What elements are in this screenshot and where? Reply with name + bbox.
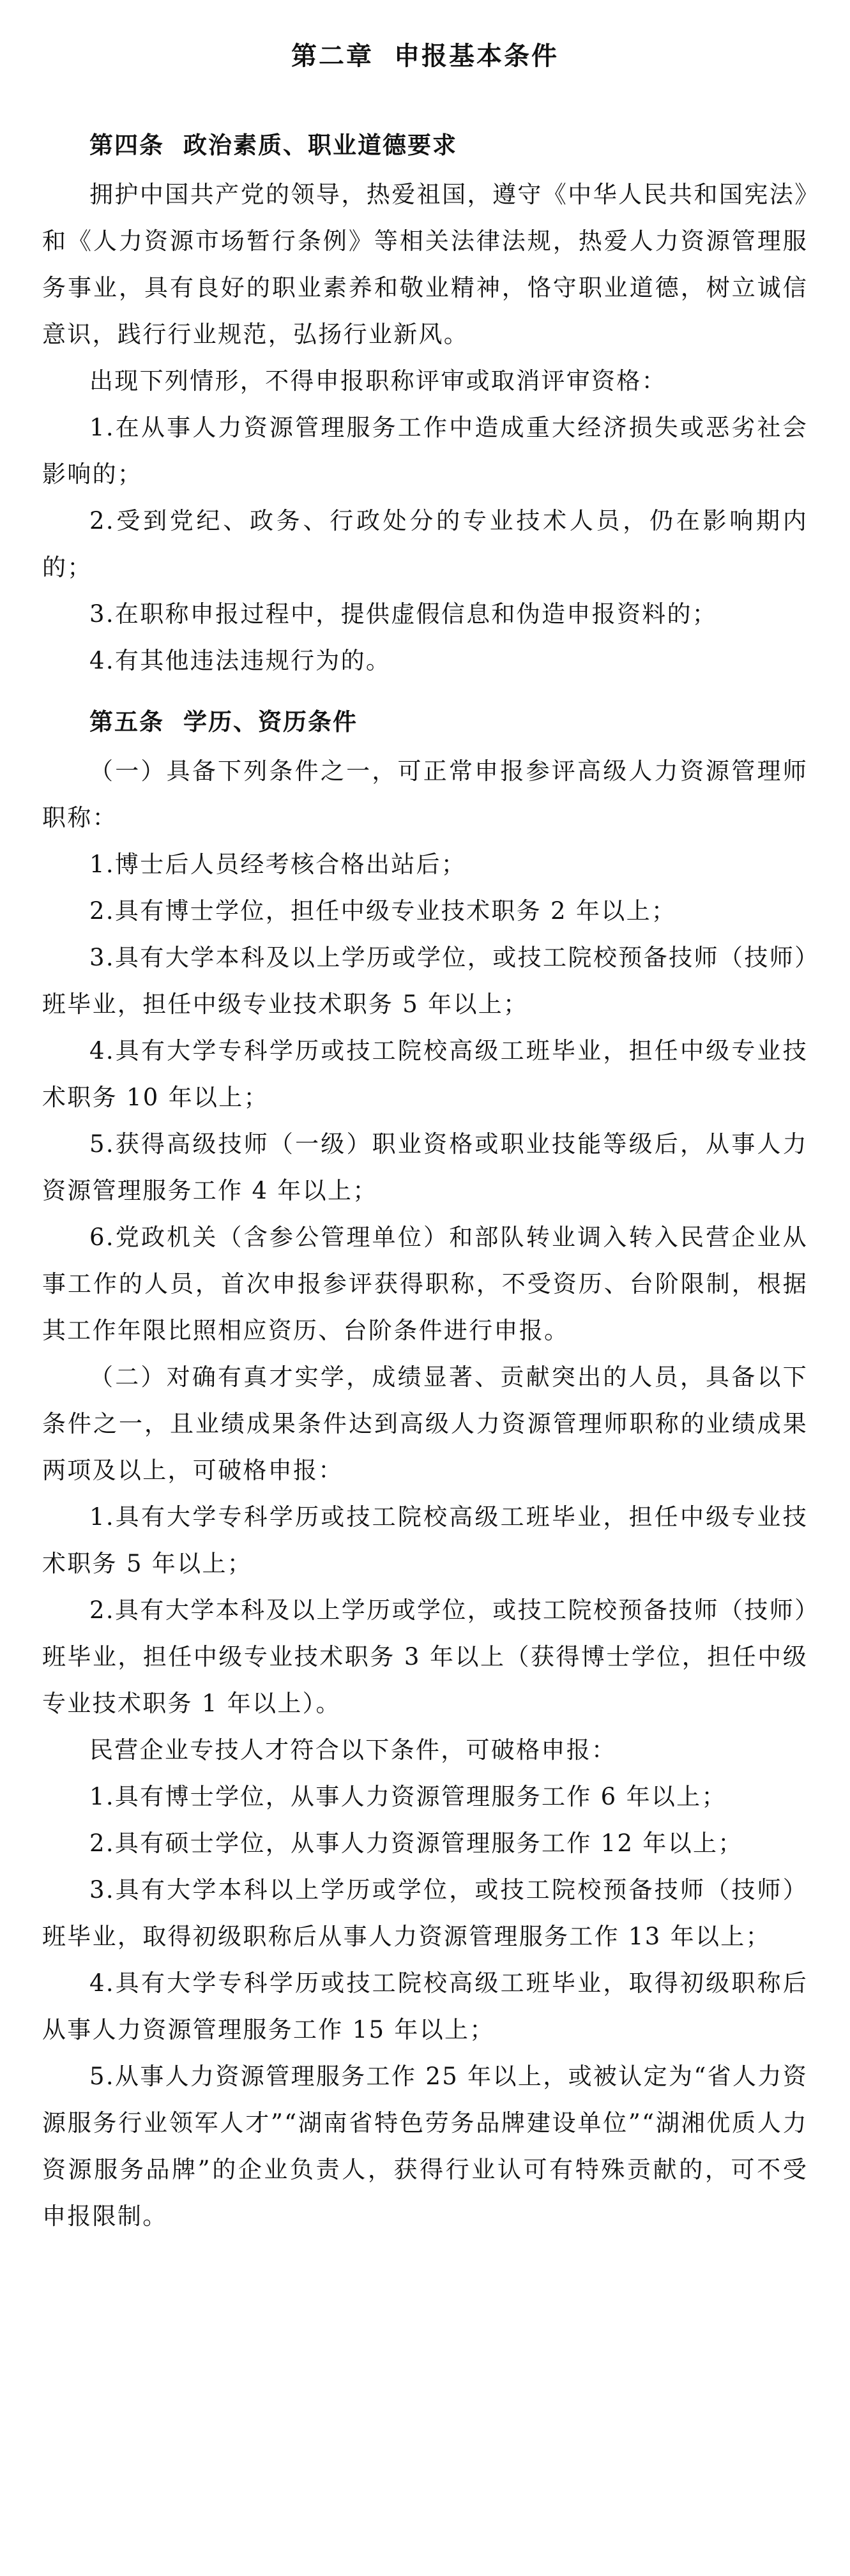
list-item: 3.具有大学本科以上学历或学位，或技工院校预备技师（技师）班毕业，取得初级职称后从事人力资源管理服务工作 13 年以上； [42, 1876, 808, 1950]
list-item: 2.受到党纪、政务、行政处分的专业技术人员，仍在影响期内的； [42, 507, 808, 581]
list-item: 3.在职称申报过程中，提供虚假信息和伪造申报资料的； [89, 600, 718, 628]
paragraph: 民营企业专技人才符合以下条件，可破格申报： [89, 1736, 617, 1764]
list-item: 2.具有博士学位，担任中级专业技术职务 2 年以上； [89, 897, 677, 925]
list-item: 1.博士后人员经考核合格出站后； [89, 851, 467, 878]
list-item: 6.党政机关（含参公管理单位）和部队转业调入转入民营企业从事工作的人员，首次申报参评获得职称，不受资历、台阶限制，根据其工作年限比照相应资历、台阶条件进行申报。 [42, 1224, 808, 1344]
paragraph: 拥护中国共产党的领导，热爱祖国，遵守《中华人民共和国宪法》和《人力资源市场暂行条例》等相关法律法规，热爱人力资源管理服务事业，具有良好的职业素养和敬业精神，恪守职业道德，树立诚信意识，践行行业规范，弘扬行业新风。 [42, 181, 808, 348]
chapter-heading [42, 31, 808, 82]
paragraph: （一）具备下列条件之一，可正常申报参评高级人力资源管理师职称： [42, 757, 808, 831]
list-item: 4.具有大学专科学历或技工院校高级工班毕业，取得初级职称后从事人力资源管理服务工作 15 年以上； [42, 1969, 808, 2043]
article-5-section [42, 703, 808, 2239]
chapter-title-text: 申报基本条件 [394, 42, 559, 71]
article-5-number: 第五条 [89, 708, 164, 736]
list-item: 5.获得高级技师（一级）职业资格或职业技能等级后，从事人力资源管理服务工作 4 年以上； [42, 1130, 808, 1204]
article-4-heading [42, 126, 808, 165]
list-item: 2.具有硕士学位，从事人力资源管理服务工作 12 年以上； [89, 1830, 743, 1857]
list-item: 1.具有博士学位，从事人力资源管理服务工作 6 年以上； [89, 1783, 727, 1810]
article-4-number: 第四条 [89, 132, 164, 159]
list-item: 3.具有大学本科及以上学历或学位，或技工院校预备技师（技师）班毕业，担任中级专业技术职务 5 年以上； [42, 944, 808, 1018]
list-item: 4.有其他违法违规行为的。 [89, 647, 391, 674]
paragraph: 出现下列情形，不得申报职称评审或取消评审资格： [89, 367, 667, 395]
article-4-section [42, 126, 808, 684]
list-item: 5.从事人力资源管理服务工作 25 年以上，或被认定为“省人力资源服务行业领军人才”“湖南省特色劳务品牌建设单位”“湖湘优质人力资源服务品牌”的企业负责人，获得行业认可有特殊贡献的，可不受申报限制。 [42, 2063, 808, 2230]
article-5-heading [42, 703, 808, 741]
chapter-number: 第二章 [291, 42, 374, 71]
list-item: 4.具有大学专科学历或技工院校高级工班毕业，担任中级专业技术职务 10 年以上； [42, 1037, 808, 1111]
list-item: 2.具有大学本科及以上学历或学位，或技工院校预备技师（技师）班毕业，担任中级专业技术职务 3 年以上（获得博士学位，担任中级专业技术职务 1 年以上）。 [42, 1596, 808, 1717]
paragraph: （二）对确有真才实学，成绩显著、贡献突出的人员，具备以下条件之一，且业绩成果条件达到高级人力资源管理师职称的业绩成果两项及以上，可破格申报： [42, 1363, 808, 1484]
article-4-title: 政治素质、职业道德要求 [183, 132, 457, 159]
list-item: 1.在从事人力资源管理服务工作中造成重大经济损失或恶劣社会影响的； [42, 414, 808, 488]
article-5-title: 学历、资历条件 [183, 708, 358, 736]
list-item: 1.具有大学专科学历或技工院校高级工班毕业，担任中级专业技术职务 5 年以上； [42, 1503, 808, 1577]
